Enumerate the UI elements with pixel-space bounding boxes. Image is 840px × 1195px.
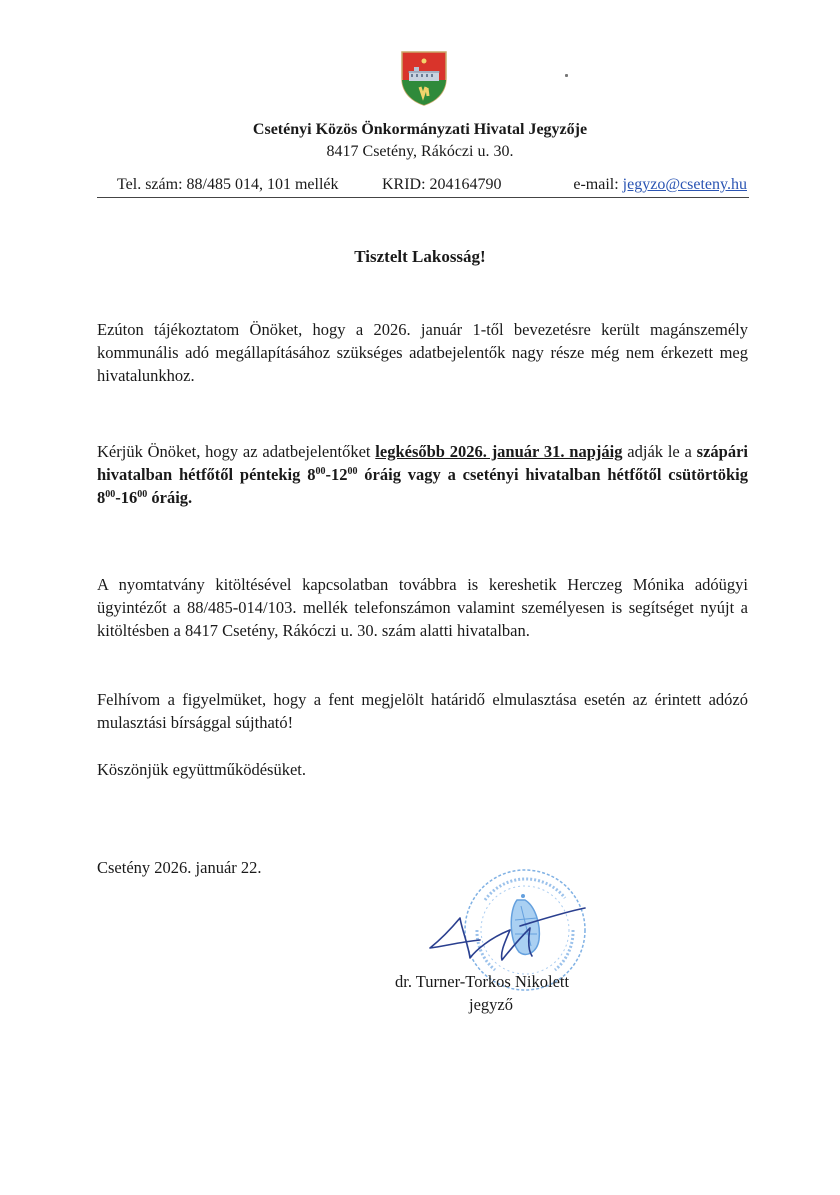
paragraph-contact: A nyomtatvány kitöltésével kapcsolatban továbbra is kereshetik Herczeg Mónika adóügyi ügyintézőt a 88/485-014/103. mellék telefonszámon valamint személyesen is segítséget nyújt a kitöltésben a 8417 Csetény, Rákóczi u. 30. szám alatti hivatalban.	[97, 575, 748, 640]
coat-of-arms-icon	[400, 50, 448, 106]
time-sup: 00	[347, 466, 358, 477]
time-tail: óráig.	[147, 488, 193, 507]
email-label: e-mail:	[573, 176, 623, 193]
signer-title: jegyző	[469, 995, 513, 1014]
header-divider	[97, 197, 749, 198]
organization-address: 8417 Csetény, Rákóczi u. 30.	[326, 143, 514, 160]
time-mid: -12	[325, 465, 348, 484]
krid-number: KRID: 204164790	[382, 176, 502, 193]
date-line: Csetény 2026. január 22.	[97, 858, 262, 877]
connector: vagy a	[400, 465, 463, 484]
scan-speck	[565, 74, 568, 77]
office-cseteny-text: csetényi hivatalban hétfőtől csütörtökig 8	[97, 465, 749, 507]
time-tail: óráig	[357, 465, 401, 484]
paragraph-intro: Ezúton tájékoztatom Önöket, hogy a 2026. január 1-től bevezetésre került magánszemély kommunális adó megállapításához szükséges adatbejelentők nagy része még nem érkezett meg hivatalunkhoz.	[97, 320, 748, 385]
paragraph-deadline	[97, 440, 748, 509]
time-sup: 00	[105, 489, 116, 500]
deadline-after: adják le a	[622, 442, 697, 461]
salutation: Tisztelt Lakosság!	[354, 247, 486, 266]
time-sup: 00	[315, 466, 326, 477]
closing: Köszönjük együttműködésüket.	[97, 760, 306, 779]
time-sup: 00	[137, 489, 148, 500]
email-link[interactable]: jegyzo@cseteny.hu	[622, 176, 747, 193]
deadline-intro: Kérjük Önöket, hogy az adatbejelentőket	[97, 442, 376, 461]
deadline-date: legkésőbb 2026. január 31. napjáig	[375, 442, 623, 461]
email-block	[573, 175, 747, 195]
phone-number: Tel. szám: 88/485 014, 101 mellék	[117, 176, 339, 193]
time-mid: -16	[115, 488, 138, 507]
signer-name: dr. Turner-Torkos Nikolett	[395, 972, 570, 991]
organization-name: Csetényi Közös Önkormányzati Hivatal Jegyzője	[252, 121, 588, 138]
paragraph-warning: Felhívom a figyelmüket, hogy a fent megjelölt határidő elmulasztása esetén az érintett adózó mulasztási bírsággal sújtható!	[97, 690, 748, 732]
handwritten-signature-icon	[420, 900, 590, 970]
office-szapar-text: szápári hivatalban hétfőtől péntekig 8	[97, 442, 748, 484]
